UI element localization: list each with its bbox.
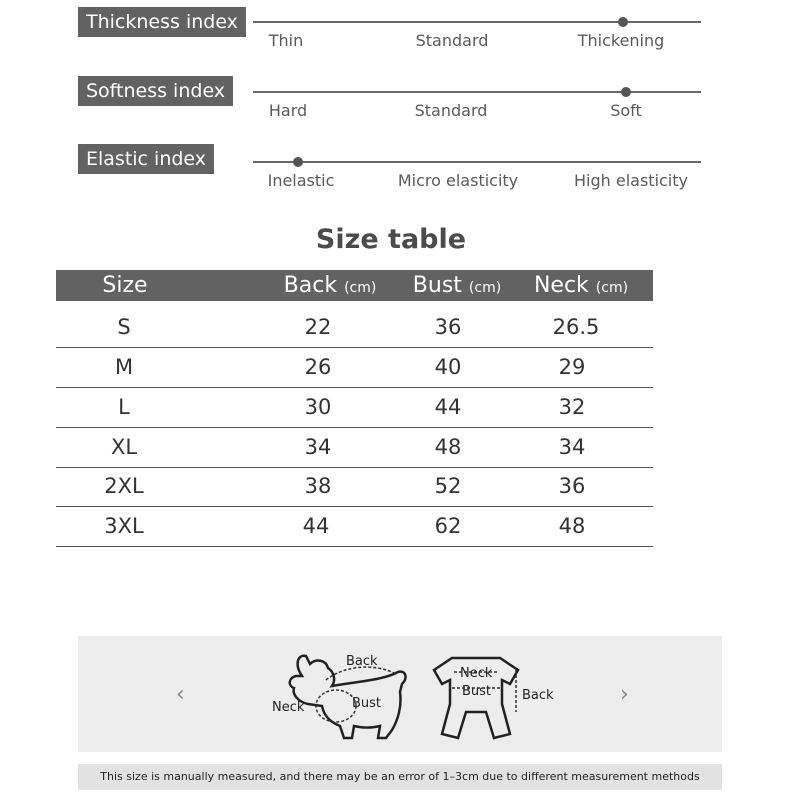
cell-bust: 48 xyxy=(434,435,462,459)
index-scale-line xyxy=(253,91,701,93)
header-neck: Neck (cm) xyxy=(533,273,629,298)
cell-back: 22 xyxy=(304,315,332,339)
index-option: Hard xyxy=(268,101,308,120)
cell-size: L xyxy=(118,395,130,419)
table-row xyxy=(56,387,653,428)
index-scale-line xyxy=(253,161,701,163)
cell-back: 26 xyxy=(304,355,332,379)
table-row xyxy=(56,347,653,388)
cell-neck: 29 xyxy=(558,355,586,379)
table-row xyxy=(56,506,653,547)
cell-bust: 52 xyxy=(434,474,462,498)
garment-bust-label: Bust xyxy=(462,684,492,699)
index-option: Soft xyxy=(610,101,642,120)
cell-neck: 32 xyxy=(558,395,586,419)
cell-size: XL xyxy=(110,435,138,459)
index-option: Thickening xyxy=(577,31,665,50)
measurement-note: This size is manually measured, and there may be an error of 1–3cm due to different measurement methods xyxy=(78,764,722,790)
index-option: Standard xyxy=(415,31,489,50)
index-option: Thin xyxy=(268,31,304,50)
table-row xyxy=(56,427,653,468)
cell-bust: 36 xyxy=(434,315,462,339)
index-label: Elastic index xyxy=(78,144,214,174)
cell-size: S xyxy=(117,315,131,339)
cell-back: 44 xyxy=(302,514,330,538)
cell-size: 3XL xyxy=(104,514,144,538)
header-size: Size xyxy=(102,273,148,298)
index-option: High elasticity xyxy=(574,171,688,190)
garment-back-label: Back xyxy=(522,688,554,703)
cell-neck: 26.5 xyxy=(552,315,600,339)
cell-size: M xyxy=(114,355,134,379)
cell-neck: 48 xyxy=(558,514,586,538)
measurement-diagram xyxy=(78,636,722,752)
cell-size: 2XL xyxy=(104,474,144,498)
index-scale-line xyxy=(253,21,701,23)
garment-neck-label: Neck xyxy=(460,666,493,681)
dog-back-label: Back xyxy=(346,654,378,669)
table-row xyxy=(56,307,653,348)
index-label: Thickness index xyxy=(78,7,246,37)
index-marker xyxy=(618,17,628,27)
index-label: Softness index xyxy=(78,76,233,106)
index-option: Micro elasticity xyxy=(397,171,519,190)
next-arrow-icon[interactable]: › xyxy=(620,682,629,707)
dog-bust-label: Bust xyxy=(352,696,382,711)
index-marker xyxy=(293,157,303,167)
cell-back: 38 xyxy=(304,474,332,498)
cell-back: 34 xyxy=(304,435,332,459)
header-bust: Bust (cm) xyxy=(412,273,502,298)
index-option: Standard xyxy=(414,101,488,120)
table-row xyxy=(56,466,653,507)
size-table-header xyxy=(56,270,653,301)
dog-silhouette-icon xyxy=(274,646,414,746)
previous-arrow-icon[interactable]: ‹ xyxy=(176,682,185,707)
cell-neck: 34 xyxy=(558,435,586,459)
cell-bust: 40 xyxy=(434,355,462,379)
header-back: Back (cm) xyxy=(283,273,377,298)
index-marker xyxy=(621,87,631,97)
size-table-title: Size table xyxy=(315,224,467,255)
dog-neck-label: Neck xyxy=(272,700,305,715)
cell-neck: 36 xyxy=(558,474,586,498)
cell-bust: 62 xyxy=(434,514,462,538)
cell-bust: 44 xyxy=(434,395,462,419)
cell-back: 30 xyxy=(304,395,332,419)
index-option: Inelastic xyxy=(267,171,335,190)
